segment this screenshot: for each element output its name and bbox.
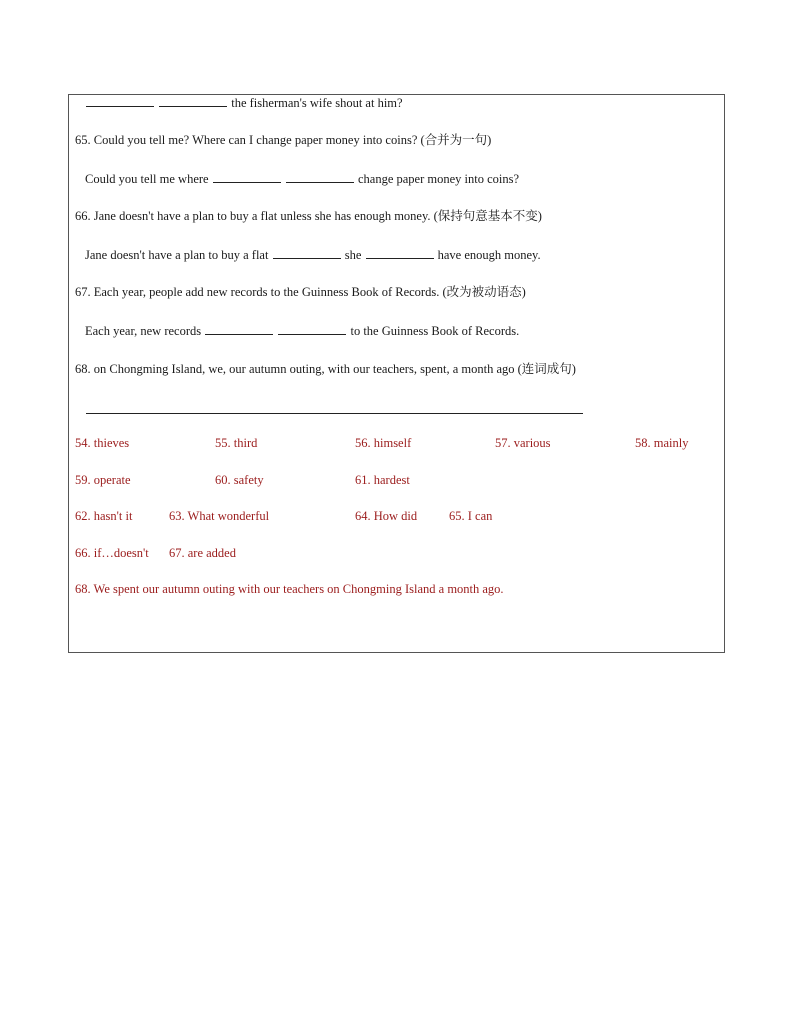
answer-blank[interactable]: [205, 323, 273, 335]
answer-63: 63. What wonderful: [169, 509, 270, 523]
q65-text-a: Could you tell me where: [85, 172, 209, 186]
answer-58: 58. mainly: [635, 436, 689, 450]
answer-66: 66. if…doesn't: [75, 546, 149, 560]
q67-text-b: to the Guinness Book of Records.: [350, 324, 520, 338]
answer-56: 56. himself: [355, 436, 412, 450]
answer-blank[interactable]: [286, 171, 354, 183]
answer-blank[interactable]: [86, 95, 154, 107]
q66-prompt: 66. Jane doesn't have a plan to buy a flat unless she has enough money. (保持句意基本不变): [75, 209, 542, 223]
answer-57: 57. various: [495, 436, 551, 450]
q64-continuation: [85, 95, 403, 111]
answer-55: 55. third: [215, 436, 258, 450]
answer-68: 68. We spent our autumn outing with our teachers on Chongming Island a month ago.: [75, 582, 504, 596]
answer-59: 59. operate: [75, 473, 131, 487]
answer-64: 64. How did: [355, 509, 418, 523]
answer-67: 67. are added: [169, 546, 236, 560]
q65-text-b: change paper money into coins?: [357, 172, 520, 186]
q68-prompt: 68. on Chongming Island, we, our autumn outing, with our teachers, spent, a month ago (连词成句): [75, 362, 576, 376]
q66-text-b: she: [344, 248, 362, 262]
answer-blank[interactable]: [366, 247, 434, 259]
answer-blank[interactable]: [278, 323, 346, 335]
answer-blank[interactable]: [213, 171, 281, 183]
q68-answer-blank[interactable]: [86, 413, 583, 414]
q65-prompt: 65. Could you tell me? Where can I change paper money into coins? (合并为一句): [75, 133, 492, 147]
q67-answer-line: [85, 323, 519, 339]
answer-blank[interactable]: [159, 95, 227, 107]
q66-answer-line: [85, 247, 541, 263]
q67-prompt: 67. Each year, people add new records to the Guinness Book of Records. (改为被动语态): [75, 285, 526, 299]
answer-61: 61. hardest: [355, 473, 410, 487]
q66-text-a: Jane doesn't have a plan to buy a flat: [85, 248, 269, 262]
answer-60: 60. safety: [215, 473, 264, 487]
answer-62: 62. hasn't it: [75, 509, 133, 523]
q65-answer-line: [85, 171, 519, 187]
answer-blank[interactable]: [273, 247, 341, 259]
q67-text-a: Each year, new records: [85, 324, 202, 338]
answer-54: 54. thieves: [75, 436, 130, 450]
answer-65: 65. I can: [449, 509, 493, 523]
q66-text-c: have enough money.: [437, 248, 541, 262]
exercise-box: [68, 94, 725, 653]
q64-text: the fisherman's wife shout at him?: [231, 96, 403, 110]
